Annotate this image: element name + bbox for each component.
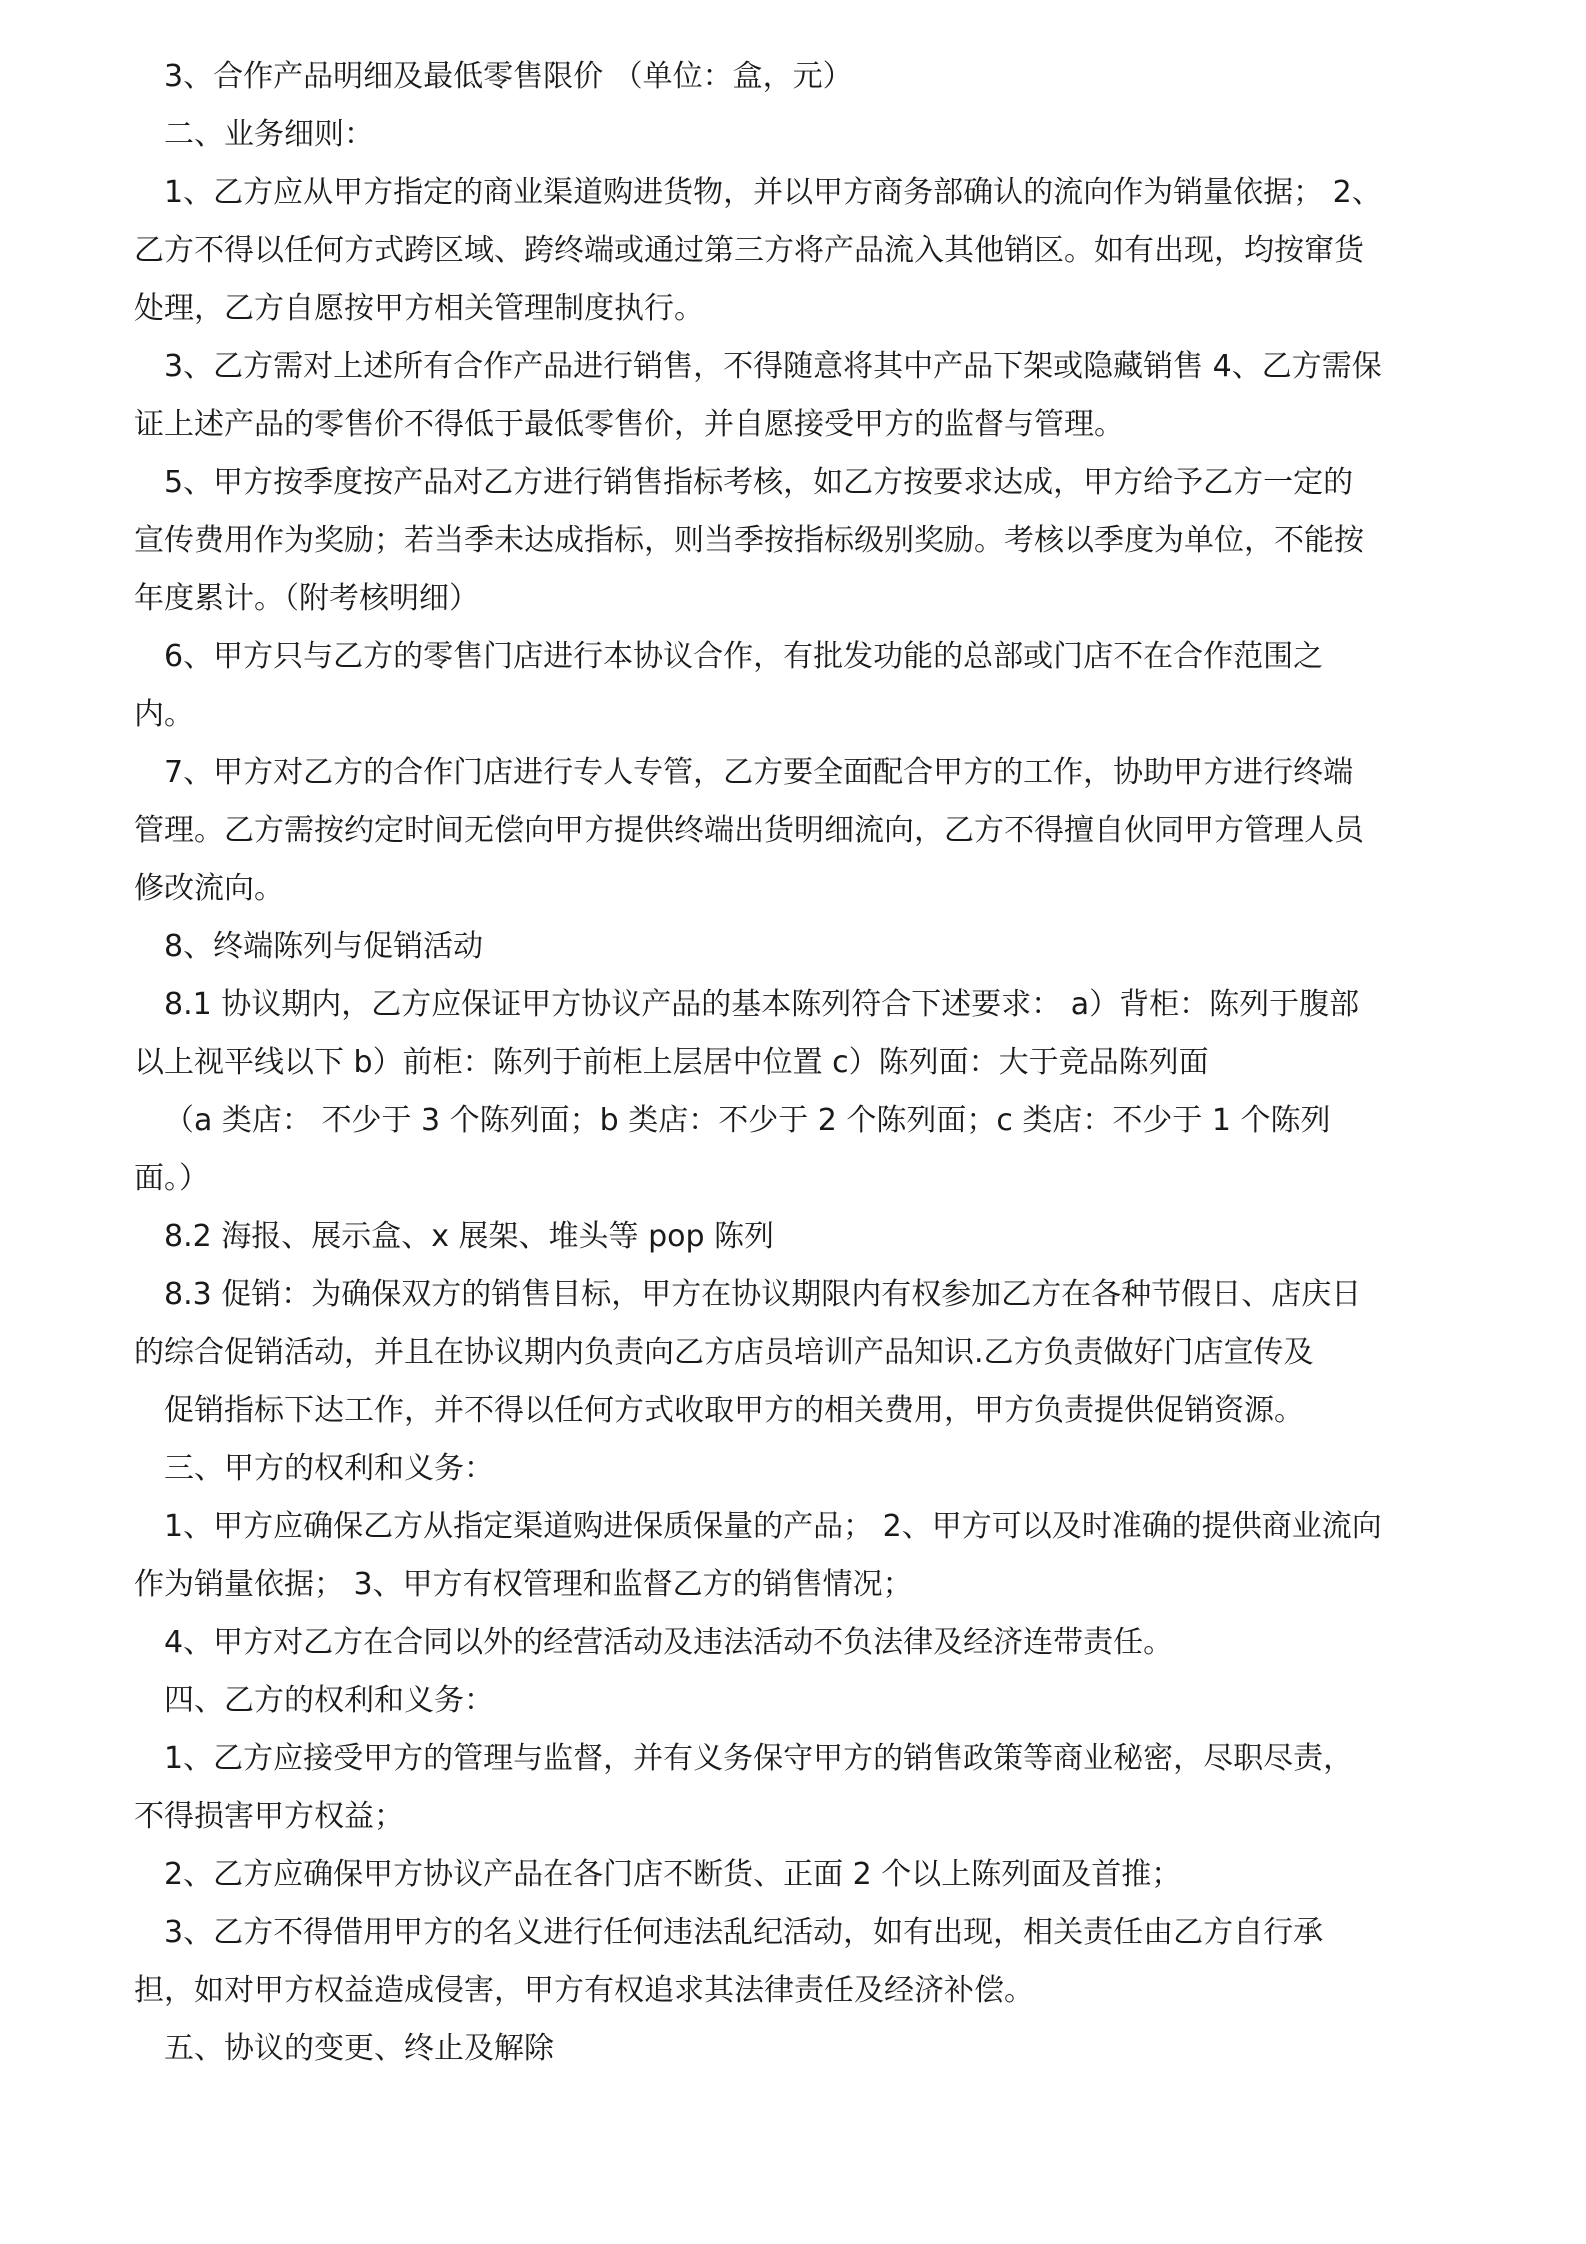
section-heading: 四、乙方的权利和义务： xyxy=(164,1683,494,1718)
doc-line: 面。） xyxy=(134,1161,209,1196)
doc-line: 的综合促销活动，并且在协议期内负责向乙方店员培训产品知识.乙方负责做好门店宣传及 xyxy=(134,1335,1314,1370)
section-heading: 二、业务细则： xyxy=(164,117,374,152)
doc-line: 8、终端陈列与促销活动 xyxy=(164,929,484,964)
doc-line: 3、乙方不得借用甲方的名义进行任何违法乱纪活动，如有出现，相关责任由乙方自行承 xyxy=(164,1915,1324,1950)
doc-line: 乙方不得以任何方式跨区域、跨终端或通过第三方将产品流入其他销区。如有出现，均按窜货 xyxy=(134,233,1364,268)
doc-line: 7、甲方对乙方的合作门店进行专人专管，乙方要全面配合甲方的工作，协助甲方进行终端 xyxy=(164,755,1354,790)
section-heading: 三、甲方的权利和义务： xyxy=(164,1451,494,1486)
doc-line: （a 类店： 不少于 3 个陈列面；b 类店：不少于 2 个陈列面；c 类店：不少于 1 个陈列 xyxy=(164,1103,1331,1138)
doc-line: 4、甲方对乙方在合同以外的经营活动及违法活动不负法律及经济连带责任。 xyxy=(164,1625,1174,1660)
doc-line: 年度累计。（附考核明细） xyxy=(134,581,479,616)
doc-line: 8.3 促销：为确保双方的销售目标，甲方在协议期限内有权参加乙方在各种节假日、店庆日 xyxy=(164,1277,1362,1312)
doc-line: 处理，乙方自愿按甲方相关管理制度执行。 xyxy=(134,291,704,326)
doc-line: 5、甲方按季度按产品对乙方进行销售指标考核，如乙方按要求达成，甲方给予乙方一定的 xyxy=(164,465,1354,500)
doc-line: 3、乙方需对上述所有合作产品进行销售，不得随意将其中产品下架或隐藏销售 4、乙方需保 xyxy=(164,349,1382,384)
document-body xyxy=(134,48,1464,2078)
doc-line: 1、乙方应接受甲方的管理与监督，并有义务保守甲方的销售政策等商业秘密，尽职尽责， xyxy=(164,1741,1354,1776)
doc-line: 以上视平线以下 b）前柜：陈列于前柜上层居中位置 c）陈列面：大于竞品陈列面 xyxy=(134,1045,1209,1080)
doc-line: 修改流向。 xyxy=(134,871,284,906)
doc-line: 3、合作产品明细及最低零售限价 （单位：盒，元） xyxy=(164,59,853,94)
doc-line: 促销指标下达工作，并不得以任何方式收取甲方的相关费用，甲方负责提供促销资源。 xyxy=(164,1393,1304,1428)
doc-line: 1、甲方应确保乙方从指定渠道购进保质保量的产品； 2、甲方可以及时准确的提供商业流向 xyxy=(164,1509,1382,1544)
section-heading: 五、协议的变更、终止及解除 xyxy=(164,2031,554,2066)
doc-line: 不得损害甲方权益； xyxy=(134,1799,404,1834)
doc-line: 8.2 海报、展示盒、x 展架、堆头等 pop 陈列 xyxy=(164,1219,775,1254)
doc-line: 2、乙方应确保甲方协议产品在各门店不断货、正面 2 个以上陈列面及首推； xyxy=(164,1857,1182,1892)
doc-line: 管理。乙方需按约定时间无偿向甲方提供终端出货明细流向，乙方不得擅自伙同甲方管理人员 xyxy=(134,813,1364,848)
doc-line: 作为销量依据； 3、甲方有权管理和监督乙方的销售情况； xyxy=(134,1567,913,1602)
doc-line: 证上述产品的零售价不得低于最低零售价，并自愿接受甲方的监督与管理。 xyxy=(134,407,1124,442)
doc-line: 宣传费用作为奖励；若当季未达成指标，则当季按指标级别奖励。考核以季度为单位，不能按 xyxy=(134,523,1364,558)
doc-line: 内。 xyxy=(134,697,194,732)
doc-line: 担，如对甲方权益造成侵害，甲方有权追求其法律责任及经济补偿。 xyxy=(134,1973,1034,2008)
doc-line: 6、甲方只与乙方的零售门店进行本协议合作，有批发功能的总部或门店不在合作范围之 xyxy=(164,639,1324,674)
doc-line: 8.1 协议期内，乙方应保证甲方协议产品的基本陈列符合下述要求： a）背柜：陈列于腹部 xyxy=(164,987,1360,1022)
doc-line: 1、乙方应从甲方指定的商业渠道购进货物，并以甲方商务部确认的流向作为销量依据； 2、 xyxy=(164,175,1382,210)
